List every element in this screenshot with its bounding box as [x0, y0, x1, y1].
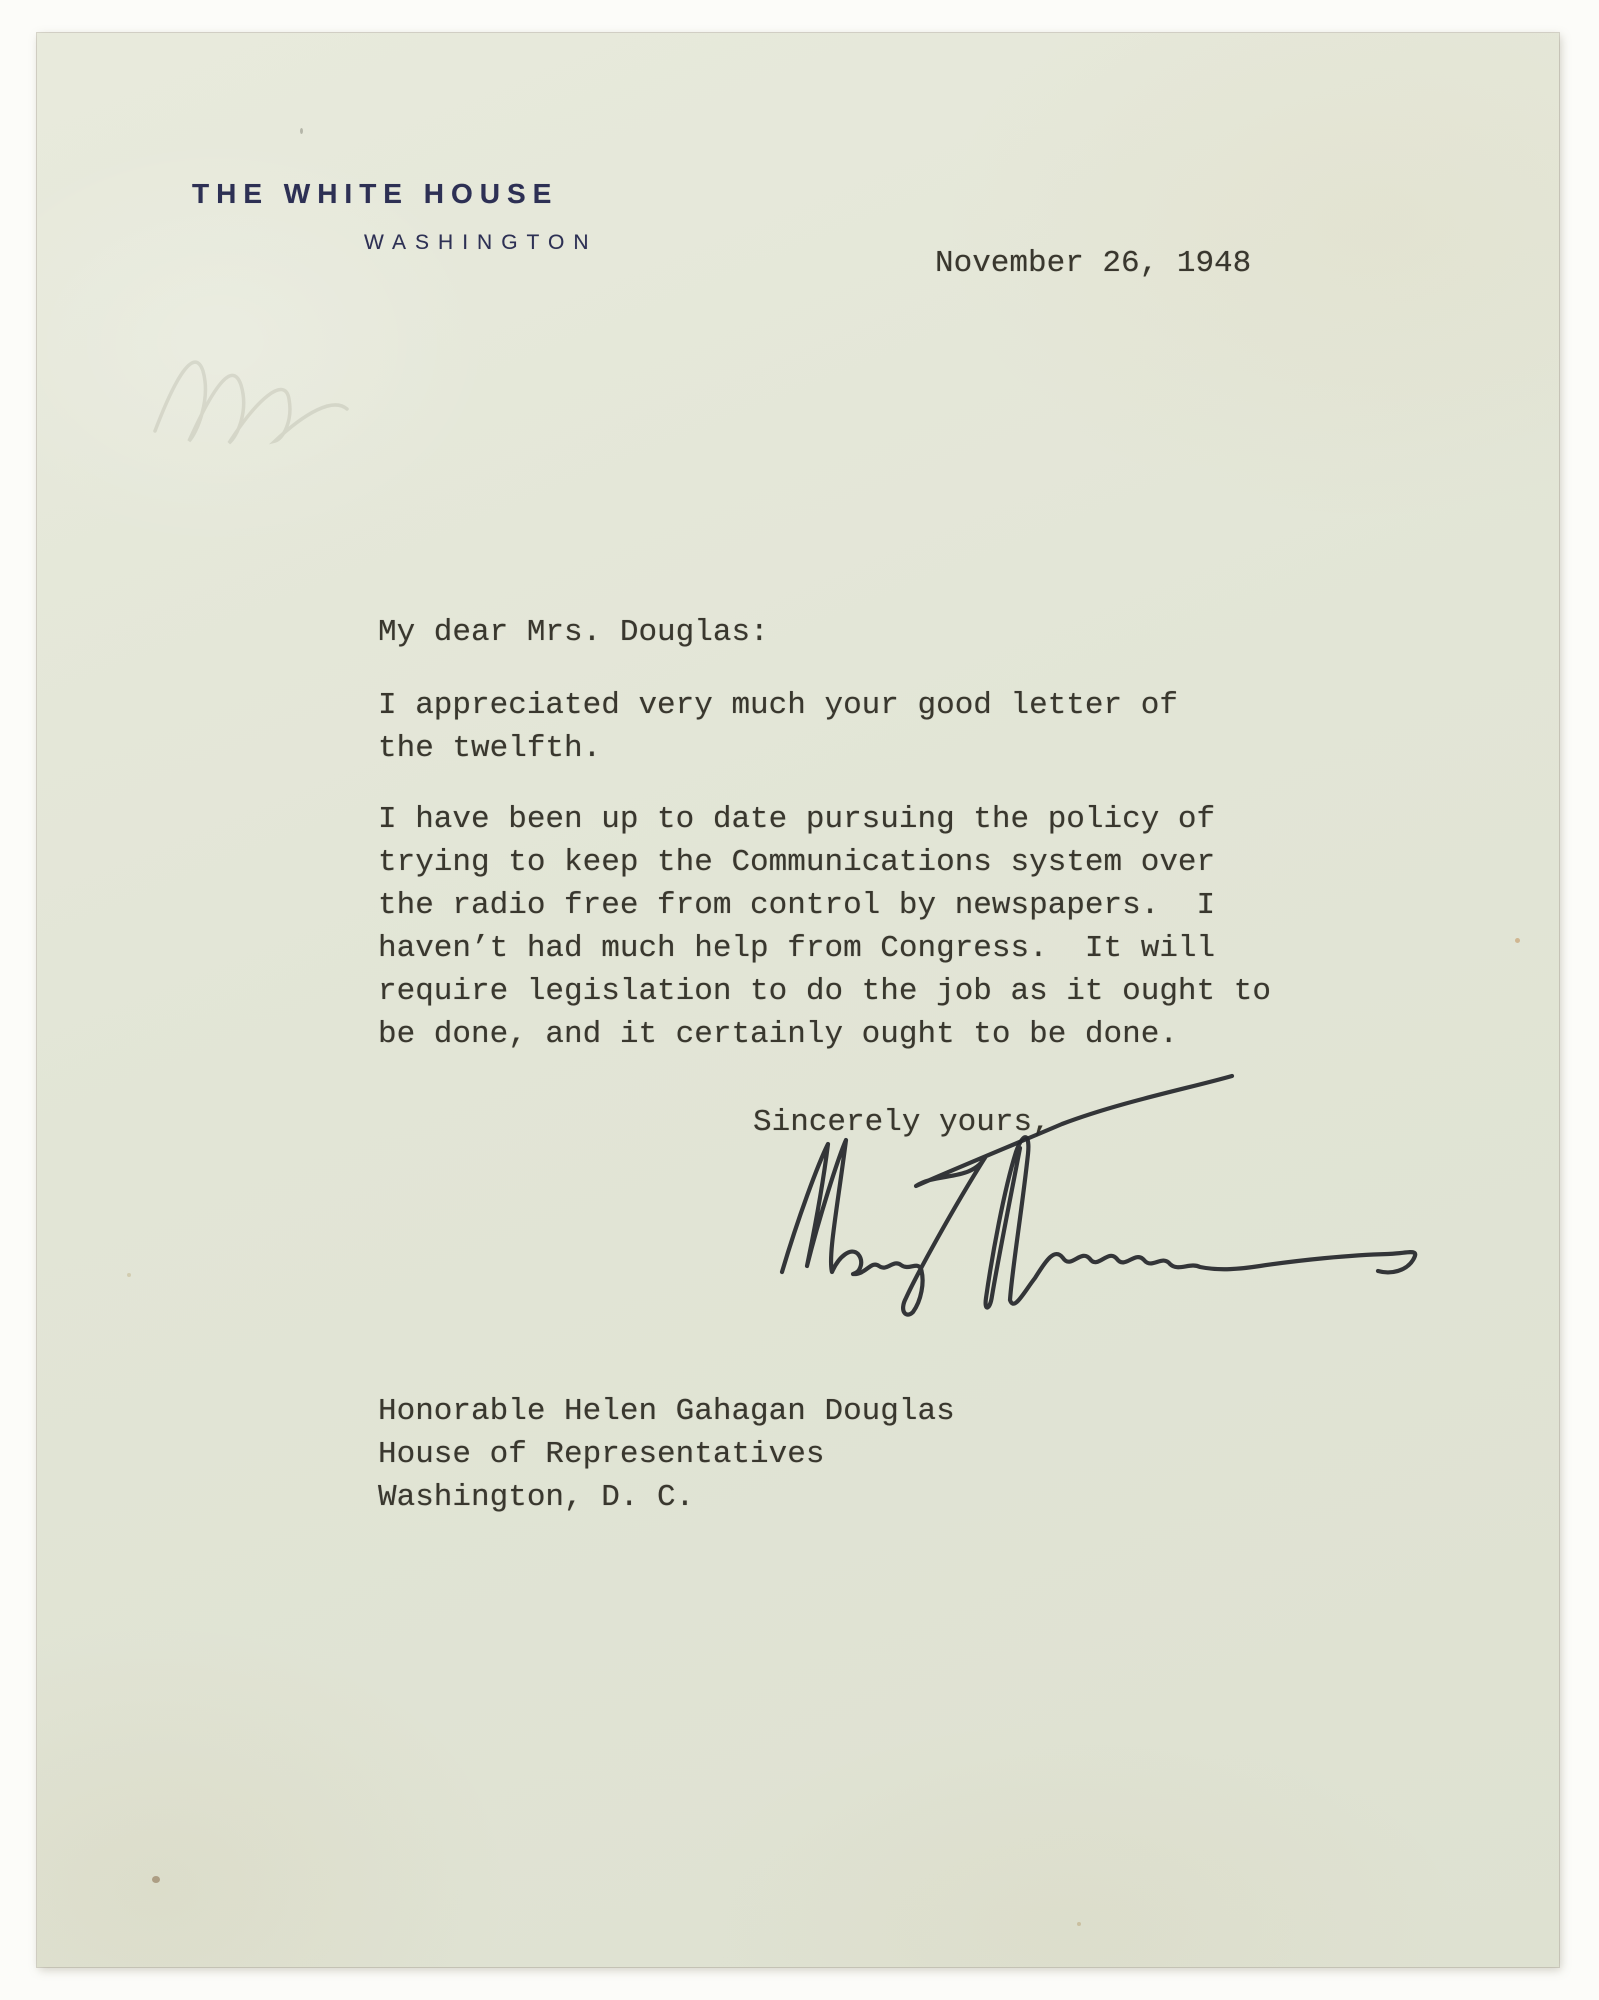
body-line: haven’t had much help from Congress. It will — [378, 931, 1216, 966]
paper-speck — [300, 128, 303, 134]
body-line: I have been up to date pursuing the policy of — [378, 802, 1216, 837]
paper-speck — [127, 1273, 131, 1277]
letter-date: November 26, 1948 — [935, 246, 1252, 281]
letterhead-title: THE WHITE HOUSE — [192, 178, 559, 209]
body-line: be done, and it certainly ought to be done. — [378, 1017, 1178, 1052]
paper-speck — [1515, 938, 1520, 943]
body-line: I appreciated very much your good letter of — [378, 688, 1178, 723]
recipient-line: House of Representatives — [378, 1437, 825, 1472]
letterhead-city: WASHINGTON — [364, 231, 598, 254]
recipient-line: Washington, D. C. — [378, 1480, 695, 1515]
paper-speck — [152, 1876, 160, 1883]
letter-paper — [37, 33, 1559, 1967]
recipient-line: Honorable Helen Gahagan Douglas — [378, 1394, 955, 1429]
body-line: the radio free from control by newspapers. I — [378, 888, 1216, 923]
closing: Sincerely yours, — [753, 1105, 1051, 1140]
paper-speck — [1077, 1922, 1081, 1926]
body-line: trying to keep the Communications system over — [378, 845, 1216, 880]
body-line: require legislation to do the job as it ought to — [378, 974, 1271, 1009]
salutation: My dear Mrs. Douglas: — [378, 615, 769, 650]
body-line: the twelfth. — [378, 731, 602, 766]
signature-harry-truman — [720, 1060, 1480, 1380]
faint-pencil-notation — [137, 313, 437, 473]
signature-name — [37, 33, 38, 34]
